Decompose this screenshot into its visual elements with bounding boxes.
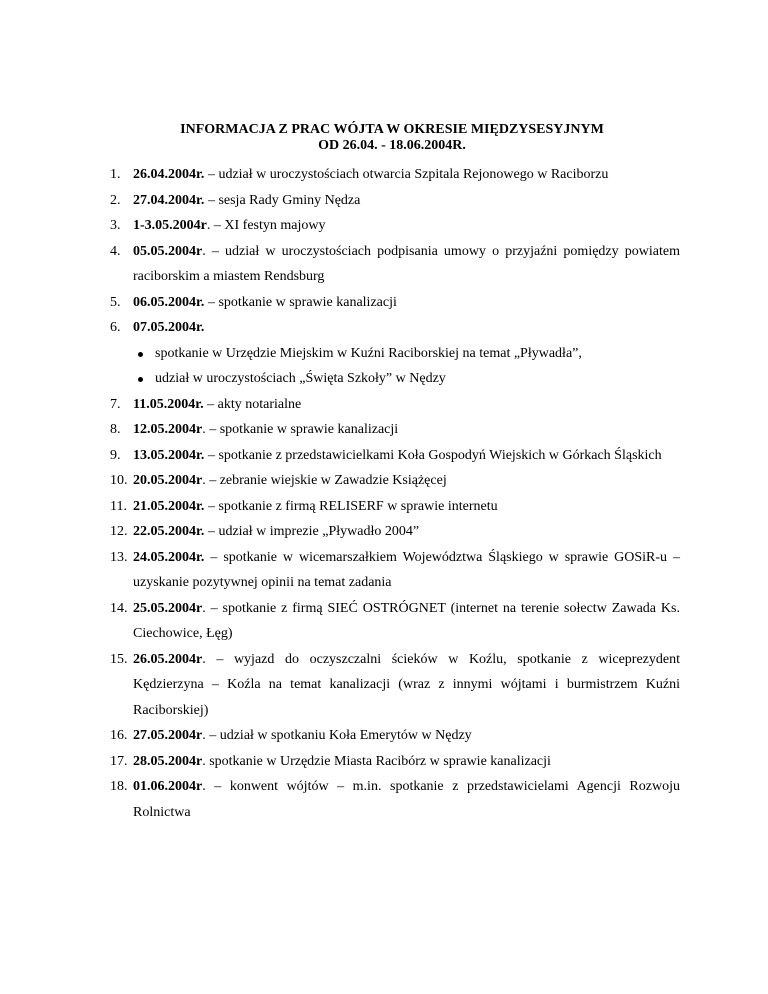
list-item-text bbox=[133, 494, 680, 520]
bullet-icon bbox=[138, 352, 143, 357]
list-item bbox=[110, 749, 680, 775]
list-item-number: 4. bbox=[110, 243, 121, 259]
list-item-date: 27.05.2004r bbox=[133, 728, 203, 743]
bullet-item bbox=[110, 366, 680, 392]
list-item bbox=[110, 596, 680, 647]
list-item-description: – spotkanie z przedstawicielkami Koła Gospodyń Wiejskich w Górkach Śląskich bbox=[204, 447, 662, 463]
list-item-description: . – zebranie wiejskie w Zawadzie Książęcej bbox=[202, 473, 447, 488]
list-item-number: 9. bbox=[110, 447, 121, 463]
list-item bbox=[110, 494, 680, 520]
list-item-text bbox=[133, 774, 680, 825]
list-item-number: 11. bbox=[110, 498, 127, 514]
list-item-text bbox=[133, 647, 680, 724]
list-item-date: 26.04.2004r. bbox=[133, 167, 205, 182]
list-item-date: 25.05.2004r bbox=[133, 600, 203, 616]
list-item-text bbox=[133, 290, 680, 316]
list-item-description: . – XI festyn majowy bbox=[206, 218, 326, 233]
list-item-number: 6. bbox=[110, 320, 121, 335]
bullet-icon bbox=[138, 377, 143, 382]
list-item-number: 18. bbox=[110, 779, 128, 794]
list-item-text bbox=[133, 213, 680, 239]
list-item bbox=[110, 315, 680, 341]
list-item-number: 17. bbox=[110, 753, 128, 769]
bullet-item bbox=[110, 341, 680, 367]
list-item bbox=[110, 188, 680, 214]
document-title: INFORMACJA Z PRAC WÓJTA W OKRESIE MIĘDZYSESYJNYM bbox=[180, 122, 604, 137]
list-item bbox=[110, 723, 680, 749]
list-item bbox=[110, 392, 680, 418]
list-item-description: – spotkanie w wicemarszałkiem Województwa Śląskiego w sprawie GOSiR-u – uzyskanie pozytywnej opinii na temat zadania bbox=[133, 549, 680, 590]
list-item-description: – spotkanie z firmą RELISERF w sprawie internetu bbox=[204, 498, 498, 514]
list-item bbox=[110, 239, 680, 290]
list-item-date: 06.05.2004r. bbox=[133, 294, 205, 310]
list-item-date: 26.05.2004r bbox=[133, 651, 203, 667]
list-item-date: 01.06.2004r bbox=[133, 779, 203, 794]
list-item-text bbox=[133, 417, 680, 443]
list-item-number: 14. bbox=[110, 600, 128, 616]
list-item bbox=[110, 443, 680, 469]
list-item bbox=[110, 468, 680, 494]
list-item bbox=[110, 519, 680, 545]
list-item-description: . spotkanie w Urzędzie Miasta Racibórz w sprawie kanalizacji bbox=[202, 753, 551, 769]
list-item-date: 13.05.2004r. bbox=[133, 447, 205, 463]
list-item-date: 27.04.2004r. bbox=[133, 192, 205, 208]
list-item-description: . – spotkanie w sprawie kanalizacji bbox=[202, 422, 399, 437]
list-item-description: . – udział w uroczystościach podpisania umowy o przyjaźni pomiędzy powiatem raciborskim a miastem Rendsburg bbox=[133, 243, 680, 284]
list-item-description: . – spotkanie z firmą SIEĆ OSTRÓGNET (internet na terenie sołectw Zawada Ks. Ciechowice, Łęg) bbox=[133, 600, 680, 641]
list-item-description: – udział w imprezie „Pływadło 2004” bbox=[204, 524, 420, 539]
list-item-text bbox=[133, 468, 680, 494]
list-item-text bbox=[133, 392, 680, 418]
list-item-text bbox=[133, 545, 680, 596]
list-item-date: 11.05.2004r. bbox=[133, 396, 204, 412]
list-item-text bbox=[133, 596, 680, 647]
list-item-number: 5. bbox=[110, 294, 121, 310]
list-item-date: 05.05.2004r bbox=[133, 243, 203, 259]
list-item bbox=[110, 162, 680, 188]
list-item-description: – udział w uroczystościach otwarcia Szpitala Rejonowego w Raciborzu bbox=[204, 167, 609, 182]
document-subtitle: OD 26.04. - 18.06.2004R. bbox=[318, 138, 466, 153]
activity-list bbox=[110, 162, 680, 825]
list-item-text bbox=[133, 443, 680, 469]
list-item-number: 15. bbox=[110, 651, 128, 667]
list-item-text bbox=[133, 519, 680, 545]
list-item-date: 28.05.2004r bbox=[133, 753, 203, 769]
list-item-date: 12.05.2004r bbox=[133, 422, 203, 437]
list-item bbox=[110, 545, 680, 596]
list-item bbox=[110, 290, 680, 316]
list-item-text bbox=[133, 723, 680, 749]
list-item-text bbox=[133, 315, 680, 341]
list-item-number: 13. bbox=[110, 549, 128, 565]
list-item-text bbox=[133, 749, 680, 775]
list-item-description: – akty notarialne bbox=[203, 396, 302, 412]
list-item-description: . – konwent wójtów – m.in. spotkanie z przedstawicielami Agencji Rozwoju Rolnictwa bbox=[133, 779, 680, 820]
list-item-description: . – wyjazd do oczyszczalni ścieków w Koźlu, spotkanie z wiceprezydent Kędzierzyna – Koźla na temat kanalizacji (wraz z innymi wójtami i burmistrzem Kuźni Raciborskiej) bbox=[133, 651, 680, 718]
list-item bbox=[110, 774, 680, 825]
list-item bbox=[110, 647, 680, 724]
list-item-date: 21.05.2004r. bbox=[133, 498, 205, 514]
list-item-description: – spotkanie w sprawie kanalizacji bbox=[204, 294, 397, 310]
list-item-number: 12. bbox=[110, 524, 128, 539]
list-item-number: 10. bbox=[110, 473, 128, 488]
bullet-text: spotkanie w Urzędzie Miejskim w Kuźni Raciborskiej na temat „Pływadła”, bbox=[155, 345, 582, 361]
list-item-date: 07.05.2004r. bbox=[133, 320, 205, 335]
list-item-number: 2. bbox=[110, 192, 121, 208]
list-item-date: 24.05.2004r. bbox=[133, 549, 205, 565]
list-item-date: 1-3.05.2004r bbox=[133, 218, 207, 233]
list-item-number: 16. bbox=[110, 728, 128, 743]
list-item bbox=[110, 213, 680, 239]
list-item-date: 22.05.2004r. bbox=[133, 524, 205, 539]
bullet-text: udział w uroczystościach „Święta Szkoły” w Nędzy bbox=[155, 371, 446, 386]
list-item bbox=[110, 417, 680, 443]
list-item-text bbox=[133, 239, 680, 290]
list-item-date: 20.05.2004r bbox=[133, 473, 203, 488]
list-item-number: 7. bbox=[110, 396, 121, 412]
list-item-description: – sesja Rady Gminy Nędza bbox=[204, 192, 361, 208]
list-item-number: 8. bbox=[110, 422, 121, 437]
list-item-description: . – udział w spotkaniu Koła Emerytów w Nędzy bbox=[202, 728, 472, 743]
list-item-text bbox=[133, 188, 680, 214]
list-item-number: 1. bbox=[110, 167, 121, 182]
list-item-number: 3. bbox=[110, 218, 121, 233]
list-item-text bbox=[133, 162, 680, 188]
